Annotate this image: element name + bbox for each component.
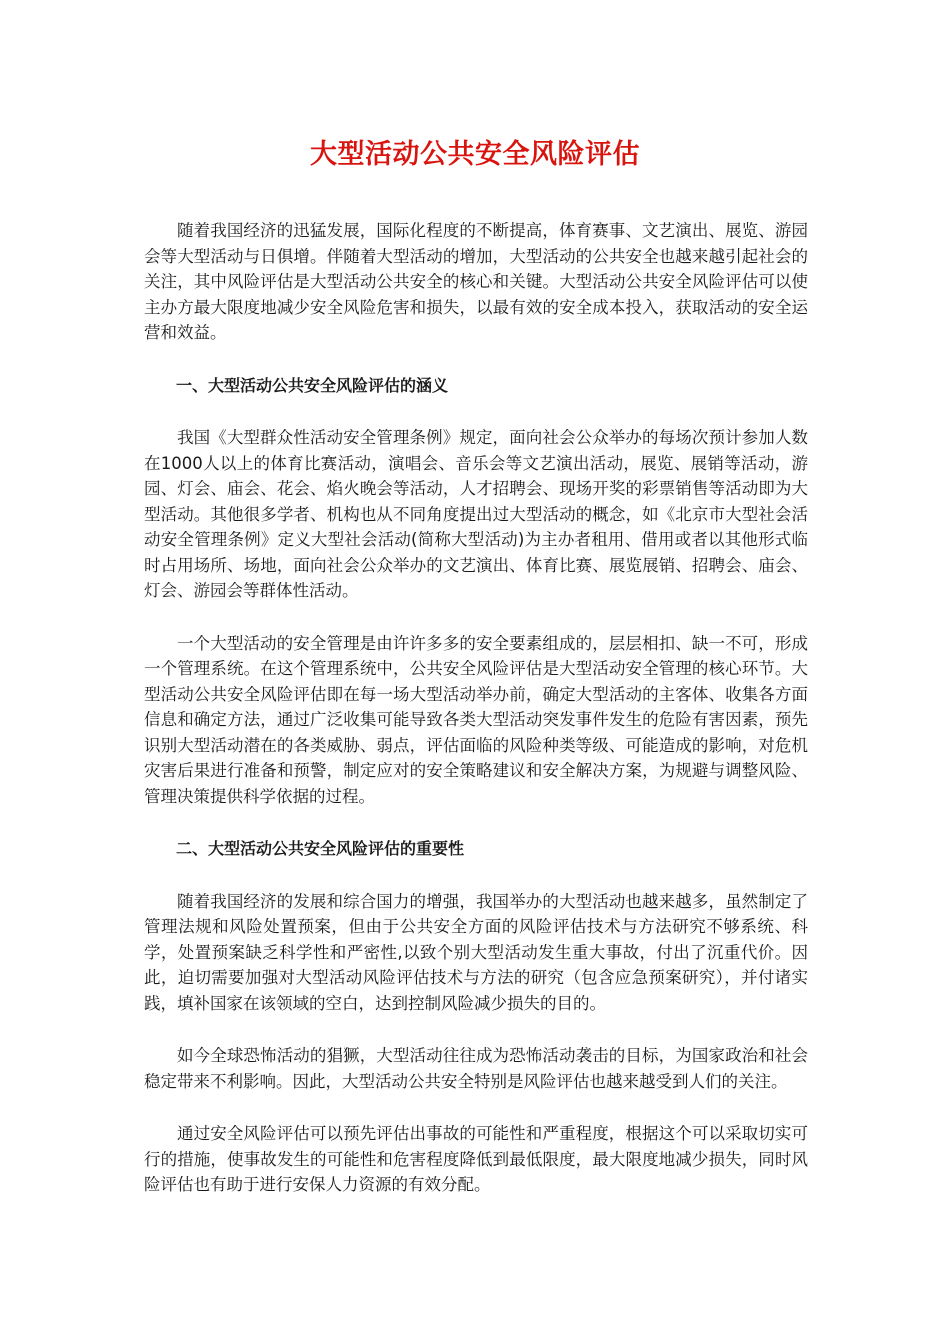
section-heading-2: 二、大型活动公共安全风险评估的重要性 bbox=[176, 839, 465, 858]
section-2-paragraph-3: 通过安全风险评估可以预先评估出事故的可能性和严重程度，根据这个可以采取切实可行的措施，使事故发生的可能性和危害程度降低到最低限度，最大限度地减少损失，同时风险评估也有助于进行安保人力资源的有效分配。 bbox=[144, 1124, 808, 1194]
document-body bbox=[144, 218, 808, 1225]
section-2-paragraph-2: 如今全球恐怖活动的猖獗，大型活动往往成为恐怖活动袭击的目标，为国家政治和社会稳定带来不利影响。因此，大型活动公共安全特别是风险评估也越来越受到人们的关注。 bbox=[144, 1046, 808, 1091]
section-heading-1: 一、大型活动公共安全风险评估的涵义 bbox=[176, 375, 449, 395]
document-title: 大型活动公共安全风险评估 bbox=[310, 139, 640, 170]
section-2-paragraph-1: 随着我国经济的发展和综合国力的增强，我国举办的大型活动也越来越多，虽然制定了管理法规和风险处置预案，但由于公共安全方面的风险评估技术与方法研究不够系统、科学，处置预案缺乏科学性和严密性,以致个别大型活动发生重大事故，付出了沉重代价。因此，迫切需要加强对大型活动风险评估技术与方法的研究（包含应急预案研究），并付诸实践，填补国家在该领域的空白，达到控制风险减少损失的目的。 bbox=[144, 891, 808, 1013]
section-1-paragraph-2: 一个大型活动的安全管理是由许许多多的安全要素组成的，层层相扣、缺一不可，形成一个管理系统。在这个管理系统中，公共安全风险评估是大型活动安全管理的核心环节。大型活动公共安全风险评估即在每一场大型活动举办前，确定大型活动的主客体、收集各方面信息和确定方法，通过广泛收集可能导致各类大型活动突发事件发生的危险有害因素，预先识别大型活动潜在的各类威胁、弱点，评估面临的风险种类等级、可能造成的影响，对危机灾害后果进行准备和预警，制定应对的安全策略建议和安全解决方案，为规避与调整风险、管理决策提供科学依据的过程。 bbox=[144, 633, 808, 806]
intro-paragraph: 随着我国经济的迅猛发展，国际化程度的不断提高，体育赛事、文艺演出、展览、游园会等大型活动与日俱增。伴随着大型活动的增加，大型活动的公共安全也越来越引起社会的关注，其中风险评估是大型活动公共安全的核心和关键。大型活动公共安全风险评估可以使主办方最大限度地减少安全风险危害和损失，以最有效的安全成本投入，获取活动的安全运营和效益。 bbox=[144, 221, 808, 342]
section-1-paragraph-1: 我国《大型群众性活动安全管理条例》规定，面向社会公众举办的每场次预计参加人数在1000人以上的体育比赛活动，演唱会、音乐会等文艺演出活动，展览、展销等活动，游园、灯会、庙会、花会、焰火晚会等活动，人才招聘会、现场开奖的彩票销售等活动即为大型活动。其他很多学者、机构也从不同角度提出过大型活动的概念，如《北京市大型社会活动安全管理条例》定义大型社会活动(简称大型活动)为主办者租用、借用或者以其他形式临时占用场所、场地，面向社会公众举办的文艺演出、体育比赛、展览展销、招聘会、庙会、灯会、游园会等群体性活动。 bbox=[144, 428, 808, 600]
